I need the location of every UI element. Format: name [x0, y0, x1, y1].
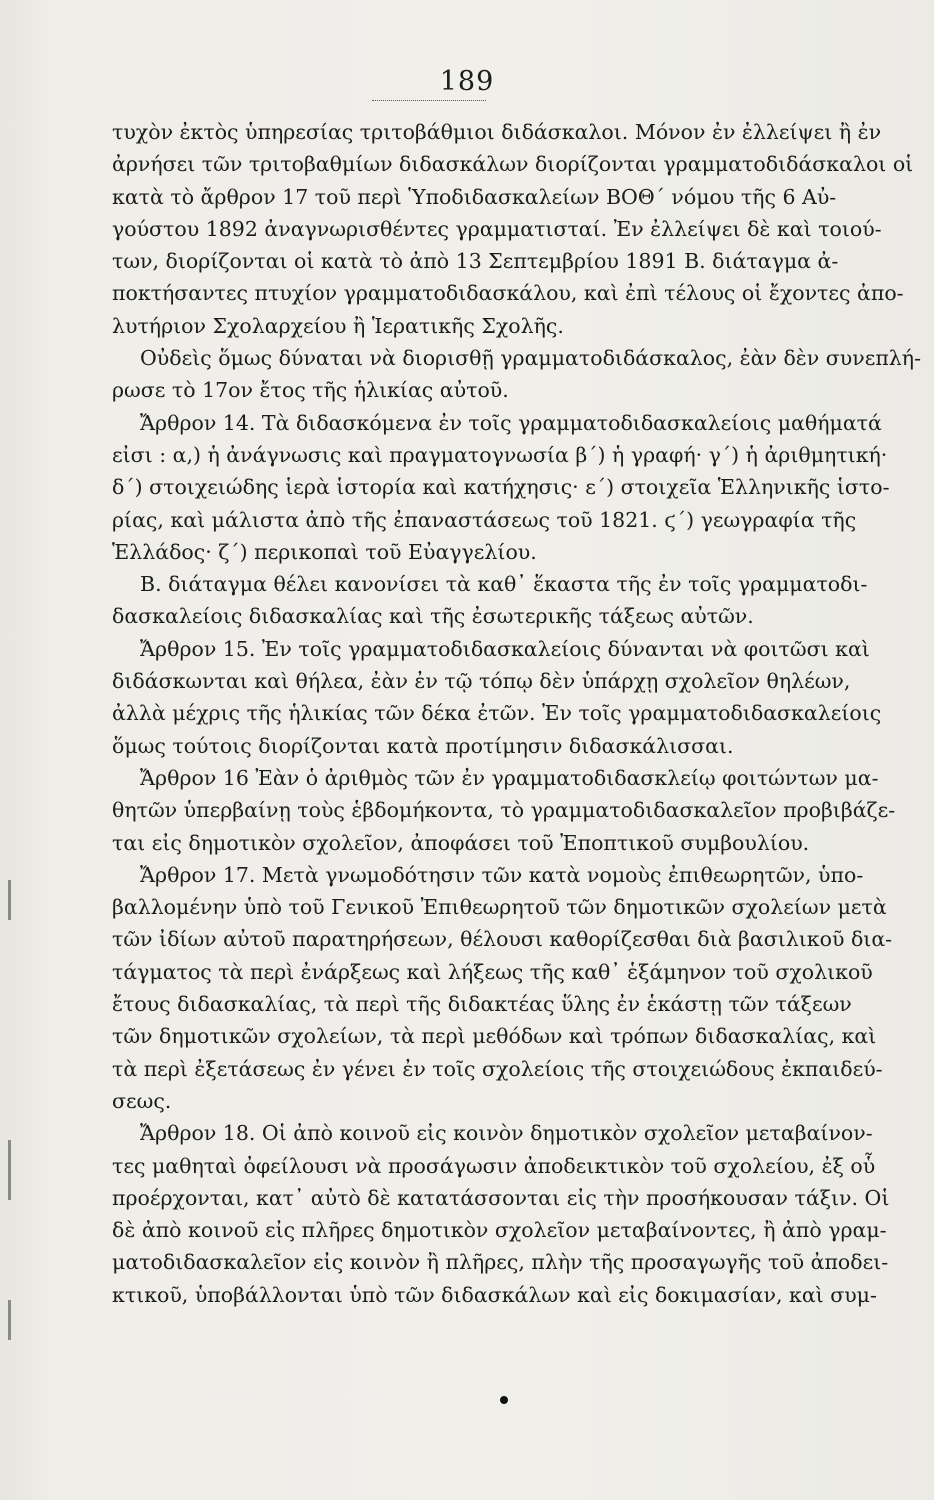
- text-line: ρωσε τὸ 17ον ἔτος τῆς ἡλικίας αὐτοῦ.: [112, 378, 509, 403]
- text-line: Ἄρθρον 18. Οἱ ἀπὸ κοινοῦ εἰς κοινὸν δημοτικὸν σχολεῖον μεταβαίνον-: [140, 1121, 873, 1146]
- text-line: ἀλλὰ μέχρις τῆς ἡλικίας τῶν δέκα ἐτῶν. Ἐν τοῖς γραμματοδιδασκαλείοις: [112, 701, 882, 726]
- text-line: Ἄρθρον 14. Τὰ διδασκόμενα ἐν τοῖς γραμματοδιδασκαλείοις μαθήματά: [140, 410, 882, 435]
- text-line: σεως.: [112, 1088, 172, 1113]
- text-line: προέρχονται, κατ᾽ αὐτὸ δὲ κατατάσσονται εἰς τὴν προσήκουσαν τάξιν. Οἱ: [112, 1185, 890, 1210]
- text-line: θητῶν ὑπερβαίνῃ τοὺς ἑβδομήκοντα, τὸ γραμματοδιδασκαλεῖον προβιβάζε-: [112, 798, 896, 823]
- text-line: των, διορίζονται οἱ κατὰ τὸ ἀπὸ 13 Σεπτεμβρίου 1891 Β. διάταγμα ἀ-: [112, 249, 839, 274]
- text-line: τῶν ἰδίων αὐτοῦ παρατηρήσεων, θέλουσι καθορίζεσθαι διὰ βασιλικοῦ δια-: [112, 927, 893, 952]
- body-text: [112, 116, 922, 1311]
- text-line: Ἄρθρον 15. Ἐν τοῖς γραμματοδιδασκαλείοις δύνανται νὰ φοιτῶσι καὶ: [140, 636, 870, 661]
- text-line: Ἄρθρον 16 Ἐὰν ὁ ἀριθμὸς τῶν ἐν γραμματοδιδασκλείῳ φοιτώντων μα-: [140, 765, 879, 790]
- text-line: γούστου 1892 ἀναγνωρισθέντες γραμματισταί. Ἐν ἐλλείψει δὲ καὶ τοιού-: [112, 216, 882, 241]
- page-number: 189: [439, 66, 495, 97]
- text-line: τες μαθηταὶ ὀφείλουσι νὰ προσάγωσιν ἀποδεικτικὸν τοῦ σχολείου, ἐξ οὗ: [112, 1153, 876, 1178]
- text-line: Ἑλλάδος· ζ΄) περικοπαὶ τοῦ Εὐαγγελίου.: [112, 539, 537, 564]
- text-line: τῶν δημοτικῶν σχολείων, τὰ περὶ μεθόδων καὶ τρόπων διδασκαλίας, καὶ: [112, 1024, 877, 1049]
- text-line: δ΄) στοιχειώδης ἱερὰ ἱστορία καὶ κατήχησις· ε΄) στοιχεῖα Ἑλληνικῆς ἱστο-: [112, 475, 890, 500]
- binding-edge-mark: [8, 1300, 11, 1340]
- text-line: Β. διάταγμα θέλει κανονίσει τὰ καθ᾽ ἕκαστα τῆς ἐν τοῖς γραμματοδι-: [140, 572, 868, 597]
- text-line: Ἄρθρον 17. Μετὰ γνωμοδότησιν τῶν κατὰ νομοὺς ἐπιθεωρητῶν, ὑπο-: [140, 862, 864, 887]
- text-line: ρίας, καὶ μάλιστα ἀπὸ τῆς ἐπαναστάσεως τοῦ 1821. ϛ΄) γεωγραφία τῆς: [112, 507, 857, 532]
- text-line: κτικοῦ, ὑποβάλλονται ὑπὸ τῶν διδασκάλων καὶ εἰς δοκιμασίαν, καὶ συμ-: [112, 1282, 877, 1307]
- ink-dot: [500, 1396, 508, 1404]
- header-rule: [372, 100, 486, 101]
- text-line: τυχὸν ἐκτὸς ὑπηρεσίας τριτοβάθμιοι διδάσκαλοι. Μόνον ἐν ἐλλείψει ἢ ἐν: [112, 120, 882, 144]
- text-line: ἔτους διδασκαλίας, τὰ περὶ τῆς διδακτέας ὕλης ἐν ἑκάστῃ τῶν τάξεων: [112, 992, 852, 1017]
- text-line: δὲ ἀπὸ κοινοῦ εἰς πλῆρες δημοτικὸν σχολεῖον μεταβαίνοντες, ἢ ἀπὸ γραμ-: [112, 1218, 887, 1243]
- text-line: λυτήριον Σχολαρχείου ἢ Ἱερατικῆς Σχολῆς.: [112, 313, 564, 338]
- text-line: τὰ περὶ ἐξετάσεως ἐν γένει ἐν τοῖς σχολείοις τῆς στοιχειώδους ἐκπαιδεύ-: [112, 1056, 883, 1081]
- binding-edge-mark: [8, 880, 11, 920]
- text-line: Οὐδεὶς ὅμως δύναται νὰ διορισθῇ γραμματοδιδάσκαλος, ἐὰν δὲν συνεπλή-: [140, 346, 922, 371]
- text-line: εἰσι : α,) ἡ ἀνάγνωσις καὶ πραγματογνωσία β΄) ἡ γραφή· γ΄) ἡ ἀριθμητική·: [112, 442, 888, 467]
- text-line: δασκαλείοις διδασκαλίας καὶ τῆς ἐσωτερικῆς τάξεως αὐτῶν.: [112, 604, 754, 629]
- text-line: ἀρνήσει τῶν τριτοβαθμίων διδασκάλων διορίζονται γραμματοδιδάσκαλοι οἱ: [112, 152, 914, 177]
- text-line: ποκτήσαντες πτυχίον γραμματοδιδασκάλου, καὶ ἐπὶ τέλους οἱ ἔχοντες ἀπο-: [112, 281, 904, 306]
- binding-edge-mark: [8, 1140, 11, 1200]
- text-line: ται εἰς δημοτικὸν σχολεῖον, ἀποφάσει τοῦ Ἐποπτικοῦ συμβουλίου.: [112, 830, 810, 855]
- text-line: κατὰ τὸ ἄρθρον 17 τοῦ περὶ Ὑποδιδασκαλείων ΒΟΘ΄ νόμου τῆς 6 Αὐ-: [112, 184, 837, 209]
- text-line: τάγματος τὰ περὶ ἐνάρξεως καὶ λήξεως τῆς καθ᾽ ἑξάμηνον τοῦ σχολικοῦ: [112, 959, 873, 984]
- text-line: ματοδιδασκαλεῖον εἰς κοινὸν ἢ πλῆρες, πλὴν τῆς προσαγωγῆς τοῦ ἀποδει-: [112, 1250, 889, 1275]
- text-line: βαλλομένην ὑπὸ τοῦ Γενικοῦ Ἐπιθεωρητοῦ τῶν δημοτικῶν σχολείων μετὰ: [112, 895, 887, 920]
- text-line: διδάσκωνται καὶ θήλεα, ἐὰν ἐν τῷ τόπῳ δὲν ὑπάρχῃ σχολεῖον θηλέων,: [112, 669, 851, 694]
- text-line: ὅμως τούτοις διορίζονται κατὰ προτίμησιν διδασκάλισσαι.: [112, 733, 734, 758]
